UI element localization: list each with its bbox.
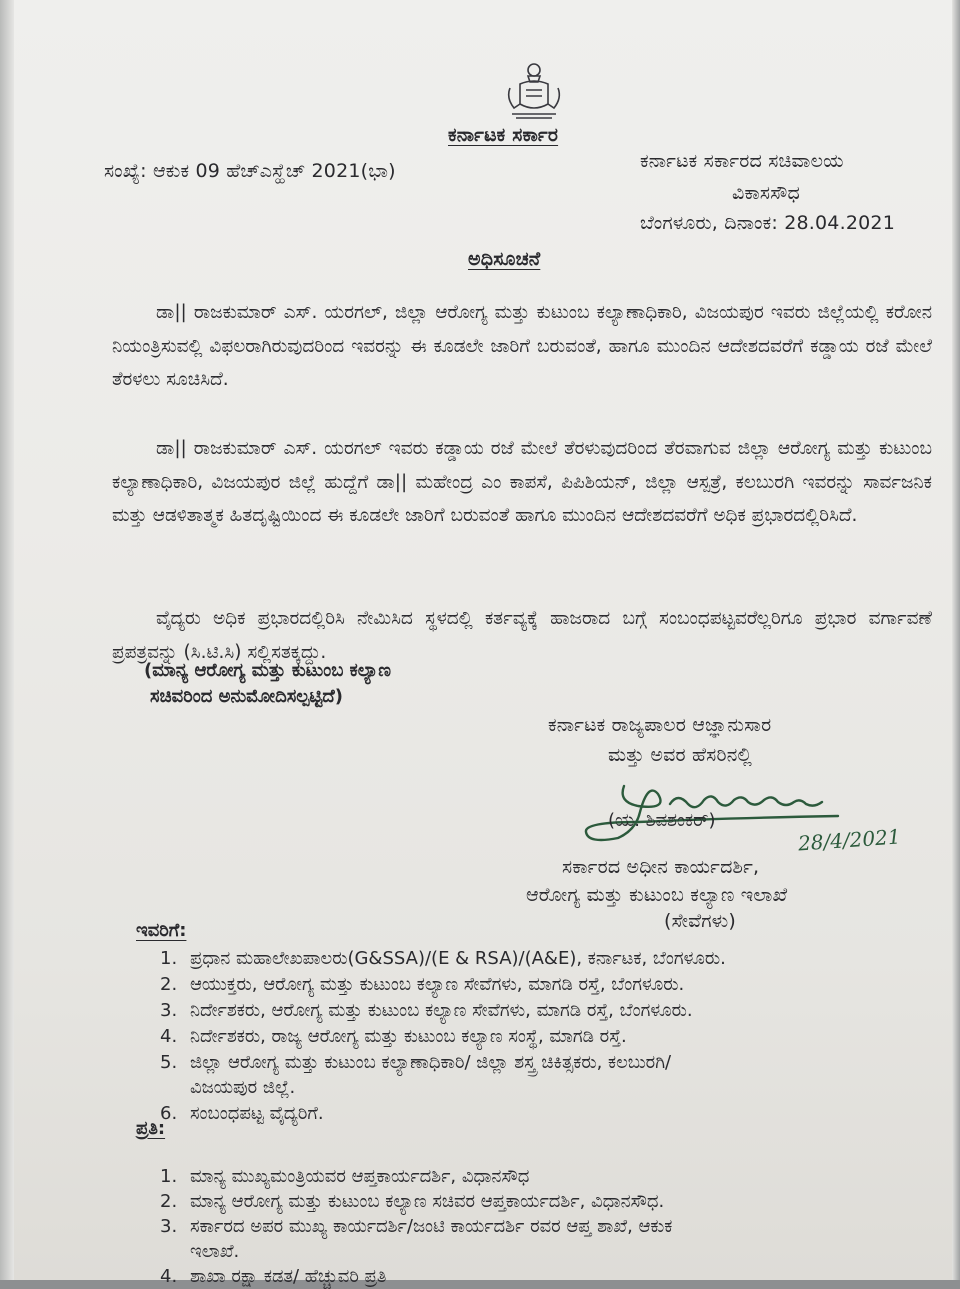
place-and-date: ಬೆಂಗಳೂರು, ದಿನಾಂಕ: 28.04.2021 <box>640 212 895 234</box>
list-item: 3. ಸರ್ಕಾರದ ಅಪರ ಮುಖ್ಯ ಕಾರ್ಯದರ್ಶಿ/ಜಂಟಿ ಕಾರ್ಯದರ್ಶಿ ರವರ ಆಪ್ತ ಶಾಖೆ, ಆಕುಕ ಇಲಾಖೆ. <box>160 1216 673 1262</box>
recipients-list <box>160 946 726 1126</box>
signatory-name: (ಯ. ಶಿವಶಂಕರ್) <box>608 810 716 831</box>
paper-edge-right <box>952 0 960 1280</box>
reference-number: ಸಂಖ್ಯೆ: ಆಕುಕ 09 ಹೆಚ್ಎಸ್ಹೆಚ್ 2021(ಭಾ) <box>104 160 396 182</box>
list-item: 4. ನಿರ್ದೇಶಕರು, ರಾಜ್ಯ ಆರೋಗ್ಯ ಮತ್ತು ಕುಟುಂಬ ಕಲ್ಯಾಣ ಸಂಸ್ಥೆ, ಮಾಗಡಿ ರಸ್ತೆ. <box>160 1026 627 1047</box>
copies-list <box>160 1164 672 1289</box>
office-building: ವಿಕಾಸಸೌಧ <box>732 182 801 204</box>
list-item: 2. ಮಾನ್ಯ ಆರೋಗ್ಯ ಮತ್ತು ಕುಟುಂಬ ಕಲ್ಯಾಣ ಸಚಿವರ ಆಪ್ತಕಾರ್ಯದರ್ಶಿ, ವಿಧಾನಸೌಧ. <box>160 1191 665 1212</box>
signatory-designation: ಸರ್ಕಾರದ ಅಧೀನ ಕಾರ್ಯದರ್ಶಿ, <box>562 856 760 878</box>
list-item: 5. ಜಿಲ್ಲಾ ಆರೋಗ್ಯ ಮತ್ತು ಕುಟುಂಬ ಕಲ್ಯಾಣಾಧಿಕಾರಿ/ ಜಿಲ್ಲಾ ಶಸ್ತ್ರ ಚಿಕಿತ್ಸಕರು, ಕಲಬುರಗಿ/ ವಿಜಯಪುರ ಜಿಲ್ಲೆ. <box>160 1052 672 1098</box>
list-item: 4. ಶಾಖಾ ರಕ್ಷಾ ಕಡತ/ ಹೆಚ್ಚುವರಿ ಪ್ರತಿ <box>160 1266 387 1287</box>
paragraph-charge-transfer: ವೈದ್ಯರು ಅಧಿಕ ಪ್ರಭಾರದಲ್ಲಿರಿಸಿ ನೇಮಿಸಿದ ಸ್ಥಳದಲ್ಲಿ ಕರ್ತವ್ಯಕ್ಕೆ ಹಾಜರಾದ ಬಗ್ಗೆ ಸಂಬಂಧಪಟ್ಟವರೆಲ್ಲರಿಗೂ ಪ್ರಭಾರ ವರ್ಗಾವಣೆ ಪ್ರಪತ್ರವನ್ನು (ಸಿ.ಟಿ.ಸಿ) ಸಲ್ಲಿಸತಕ್ಕದ್ದು. <box>112 608 932 663</box>
copy-heading: ಪ್ರತಿ: <box>136 1118 166 1139</box>
paragraph-leave-order: ಡಾ|| ರಾಜಕುಮಾರ್ ಎಸ್. ಯರಗಲ್, ಜಿಲ್ಲಾ ಆರೋಗ್ಯ ಮತ್ತು ಕುಟುಂಬ ಕಲ್ಯಾಣಾಧಿಕಾರಿ, ವಿಜಯಪುರ ಇವರು ಜಿಲ್ಲೆಯಲ್ಲಿ ಕರೋನ ನಿಯಂತ್ರಿಸುವಲ್ಲಿ ವಿಫಲರಾಗಿರುವುದರಿಂದ ಇವರನ್ನು ಈ ಕೂಡಲೇ ಜಾರಿಗೆ ಬರುವಂತೆ, ಹಾಗೂ ಮುಂದಿನ ಆದೇಶದವರೆಗೆ ಕಡ್ಡಾಯ ರಜೆ ಮೇಲೆ ತೆರಳಲು ಸೂಚಿಸಿದೆ. <box>112 302 932 390</box>
governor-order-line: ಕರ್ನಾಟಕ ರಾಜ್ಯಪಾಲರ ಆಜ್ಞಾನುಸಾರ <box>548 714 772 736</box>
governor-name-line: ಮತ್ತು ಅವರ ಹೆಸರಿನಲ್ಲಿ <box>608 744 753 766</box>
list-item: 2. ಆಯುಕ್ತರು, ಆರೋಗ್ಯ ಮತ್ತು ಕುಟುಂಬ ಕಲ್ಯಾಣ ಸೇವೆಗಳು, ಮಾಗಡಿ ರಸ್ತೆ, ಬೆಂಗಳೂರು. <box>160 974 685 995</box>
state-emblem-icon <box>498 58 570 122</box>
list-item: 3. ನಿರ್ದೇಶಕರು, ಆರೋಗ್ಯ ಮತ್ತು ಕುಟುಂಬ ಕಲ್ಯಾಣ ಸೇವೆಗಳು, ಮಾಗಡಿ ರಸ್ತೆ, ಬೆಂಗಳೂರು. <box>160 1000 693 1021</box>
notification-title: ಅಧಿಸೂಚನೆ <box>468 248 541 270</box>
paragraph-additional-charge: ಡಾ|| ರಾಜಕುಮಾರ್ ಎಸ್. ಯರಗಲ್ ಇವರು ಕಡ್ಡಾಯ ರಜೆ ಮೇಲೆ ತೆರಳುವುದರಿಂದ ತೆರವಾಗುವ ಜಿಲ್ಲಾ ಆರೋಗ್ಯ ಮತ್ತು ಕುಟುಂಬ ಕಲ್ಯಾಣಾಧಿಕಾರಿ, ವಿಜಯಪುರ ಜಿಲ್ಲೆ ಹುದ್ದೆಗೆ ಡಾ|| ಮಹೇಂದ್ರ ಎಂ ಕಾಪಸೆ, ಪಿಪಿಶಿಯನ್, ಜಿಲ್ಲಾ ಆಸ್ಪತ್ರೆ, ಕಲಬುರಗಿ ಇವರನ್ನು ಸಾರ್ವಜನಿಕ ಮತ್ತು ಆಡಳಿತಾತ್ಮಕ ಹಿತದೃಷ್ಟಿಯಿಂದ ಈ ಕೂಡಲೇ ಜಾರಿಗೆ ಬರುವಂತೆ ಹಾಗೂ ಮುಂದಿನ ಆದೇಶದವರೆಗೆ ಅಧಿಕ ಪ್ರಭಾರದಲ್ಲಿರಿಸಿದೆ. <box>112 438 932 526</box>
list-item: 1. ಪ್ರಧಾನ ಮಹಾಲೇಖಪಾಲರು(G&SSA)/(E & RSA)/(A&E), ಕರ್ನಾಟಕ, ಬೆಂಗಳೂರು. <box>160 948 726 969</box>
handwritten-date: 28/4/2021 <box>797 824 902 856</box>
signatory-department: ಆರೋಗ್ಯ ಮತ್ತು ಕುಟುಂಬ ಕಲ್ಯಾಣ ಇಲಾಖೆ <box>526 884 788 906</box>
recipients-heading: ಇವರಿಗೆ: <box>136 920 187 941</box>
office-name: ಕರ್ನಾಟಕ ಸರ್ಕಾರದ ಸಚಿವಾಲಯ <box>640 150 844 172</box>
approval-line-2: ಸಚಿವರಿಂದ ಅನುಮೋದಿಸಲ್ಪಟ್ಟಿದೆ) <box>150 686 343 707</box>
paper-edge-left <box>0 0 14 1280</box>
government-title: ಕರ್ನಾಟಕ ಸರ್ಕಾರ <box>448 124 559 146</box>
list-item: 1. ಮಾನ್ಯ ಮುಖ್ಯಮಂತ್ರಿಯವರ ಆಪ್ತಕಾರ್ಯದರ್ಶಿ, ವಿಧಾನಸೌಧ <box>160 1166 530 1187</box>
approval-line-1: (ಮಾನ್ಯ ಆರೋಗ್ಯ ಮತ್ತು ಕುಟುಂಬ ಕಲ್ಯಾಣ <box>144 660 392 681</box>
list-item: 6. ಸಂಬಂಧಪಟ್ಟ ವೈದ್ಯರಿಗೆ. <box>160 1103 324 1124</box>
signatory-section: (ಸೇವೆಗಳು) <box>664 910 736 932</box>
